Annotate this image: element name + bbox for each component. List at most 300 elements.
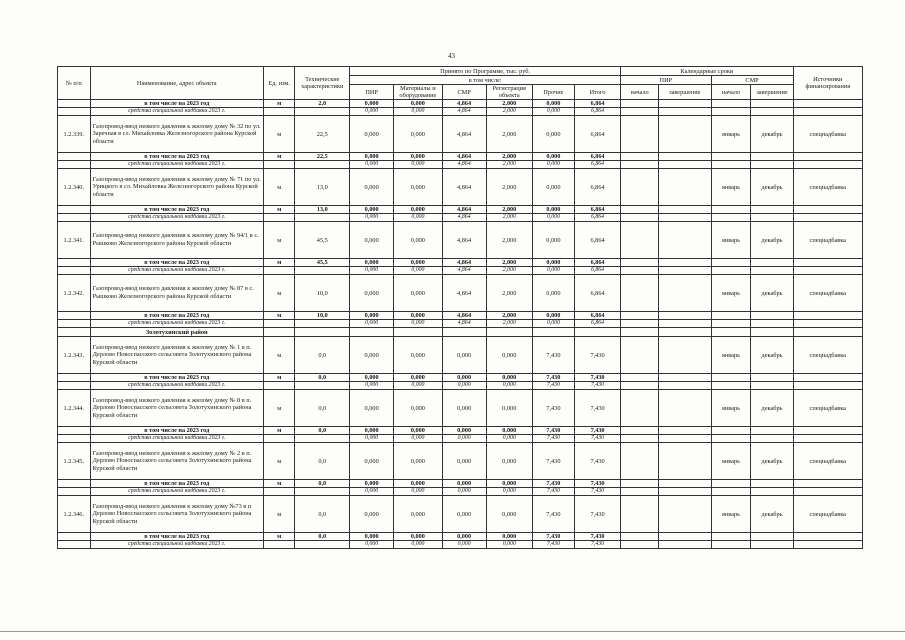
special-tech-cell [295, 435, 350, 443]
object-unit: м [263, 222, 295, 259]
object-pir-start [621, 496, 659, 533]
object-mat: 0,000 [394, 390, 442, 427]
special-empty-cell [751, 320, 793, 328]
special-label: средства специальной надбавки 2023 г. [90, 320, 263, 328]
subtotal-row [58, 480, 863, 488]
object-mat: 0,000 [394, 443, 442, 480]
subtotal-empty-cell [621, 480, 659, 488]
subtotal-empty-cell [793, 312, 862, 320]
object-total: 6,864 [574, 169, 620, 206]
subtotal-label: в том числе на 2023 год [90, 100, 263, 108]
special-funds-row [58, 108, 863, 116]
special-empty-cell [621, 214, 659, 222]
special-empty-cell [659, 161, 712, 169]
special-mat: 0,000 [394, 161, 442, 169]
object-reg: 2,000 [486, 116, 532, 153]
object-pir-start [621, 337, 659, 374]
object-pir-end [659, 275, 712, 312]
special-mat: 0,000 [394, 382, 442, 390]
object-tech: 45,5 [295, 222, 350, 259]
special-empty-cell [751, 488, 793, 496]
subtotal-label: в том числе на 2023 год [90, 259, 263, 267]
special-empty-cell [751, 108, 793, 116]
object-pir-end [659, 169, 712, 206]
subtotal-reg: 2,000 [486, 153, 532, 161]
object-source: спецнадбавка [793, 337, 862, 374]
special-empty-cell [621, 435, 659, 443]
subtotal-empty-cell [711, 480, 751, 488]
object-smr-start: январь [711, 169, 751, 206]
object-name: Газопровод-ввод низкого давления к жилому дому № 71 по ул. Урицкого в сл. Михайловка Железногорского района Курской области [90, 169, 263, 206]
object-other: 0,000 [532, 116, 574, 153]
object-smr-start: январь [711, 337, 751, 374]
subtotal-empty-cell [751, 153, 793, 161]
special-tech-cell [295, 541, 350, 549]
subtotal-row [58, 427, 863, 435]
subtotal-empty-cell [621, 312, 659, 320]
object-row [58, 496, 863, 533]
object-smr-end: декабрь [751, 116, 793, 153]
object-pir-start [621, 390, 659, 427]
special-total: 7,430 [574, 435, 620, 443]
subtotal-other: 0,000 [532, 100, 574, 108]
special-mat: 0,000 [394, 214, 442, 222]
object-pir: 0,000 [350, 443, 394, 480]
object-smr-start: январь [711, 443, 751, 480]
header-name: Наименование, адрес объекта [90, 67, 263, 100]
object-name: Газопровод-ввод низкого давления к жилому дому № 94/1 в с. Рышково Железногорского района Курской области [90, 222, 263, 259]
subtotal-mat: 0,000 [394, 427, 442, 435]
object-num: 1.2.343. [58, 337, 91, 374]
region-num-cell [58, 328, 91, 337]
subtotal-unit: м [263, 374, 295, 382]
subtotal-row [58, 533, 863, 541]
object-pir-start [621, 222, 659, 259]
special-empty-cell [793, 161, 862, 169]
special-empty-cell [751, 541, 793, 549]
special-total: 6,864 [574, 320, 620, 328]
header-smr-end: завершение [751, 85, 793, 100]
object-pir: 0,000 [350, 222, 394, 259]
special-unit-cell [263, 267, 295, 275]
table-header [58, 67, 863, 100]
special-unit-cell [263, 382, 295, 390]
object-smr-end: декабрь [751, 443, 793, 480]
special-total: 7,430 [574, 488, 620, 496]
subtotal-tech: 13,0 [295, 206, 350, 214]
subtotal-total: 6,864 [574, 153, 620, 161]
special-num-cell [58, 435, 91, 443]
object-total: 7,430 [574, 337, 620, 374]
subtotal-tech: 45,5 [295, 259, 350, 267]
subtotal-reg: 2,000 [486, 259, 532, 267]
object-name: Газопровод-ввод низкого давления к жилому дому № 87 в с. Рышково Железногорского района Курской области [90, 275, 263, 312]
object-source: спецнадбавка [793, 496, 862, 533]
object-pir-end [659, 443, 712, 480]
subtotal-empty-cell [659, 480, 712, 488]
subtotal-tech: 10,0 [295, 312, 350, 320]
special-total: 6,864 [574, 108, 620, 116]
special-funds-row [58, 435, 863, 443]
subtotal-mat: 0,000 [394, 374, 442, 382]
subtotal-empty-cell [793, 480, 862, 488]
object-unit: м [263, 275, 295, 312]
object-mat: 0,000 [394, 116, 442, 153]
special-empty-cell [793, 214, 862, 222]
special-pir: 0,000 [350, 161, 394, 169]
header-incl: в том числе: [350, 76, 621, 85]
special-label: средства специальной надбавки 2023 г. [90, 541, 263, 549]
subtotal-empty-cell [711, 374, 751, 382]
special-reg: 2,000 [486, 108, 532, 116]
special-num-cell [58, 267, 91, 275]
subtotal-mat: 0,000 [394, 480, 442, 488]
subtotal-empty-cell [751, 374, 793, 382]
subtotal-empty-cell [751, 427, 793, 435]
subtotal-empty-cell [793, 427, 862, 435]
subtotal-smr: 4,864 [442, 100, 486, 108]
object-reg: 2,000 [486, 275, 532, 312]
subtotal-mat: 0,000 [394, 100, 442, 108]
subtotal-row [58, 374, 863, 382]
region-empty-cell [394, 328, 442, 337]
object-num: 1.2.345. [58, 443, 91, 480]
object-smr-end: декабрь [751, 275, 793, 312]
special-label: средства специальной надбавки 2023 г. [90, 382, 263, 390]
subtotal-smr: 4,864 [442, 312, 486, 320]
special-empty-cell [793, 435, 862, 443]
header-smr: СМР [442, 85, 486, 100]
special-empty-cell [659, 382, 712, 390]
subtotal-label: в том числе на 2023 год [90, 312, 263, 320]
subtotal-unit: м [263, 480, 295, 488]
special-reg: 0,000 [486, 488, 532, 496]
region-empty-cell [350, 328, 394, 337]
subtotal-empty-cell [711, 312, 751, 320]
subtotal-other: 7,430 [532, 427, 574, 435]
object-smr: 0,000 [442, 390, 486, 427]
subtotal-num-cell [58, 100, 91, 108]
object-unit: м [263, 390, 295, 427]
special-unit-cell [263, 435, 295, 443]
object-name: Газопровод-ввод низкого давления к жилому дому № 8 в п. Дерлово Новоспасского сельсовета Золотухинского района Курской области [90, 390, 263, 427]
region-empty-cell [532, 328, 574, 337]
region-empty-cell [793, 328, 862, 337]
subtotal-total: 7,430 [574, 374, 620, 382]
special-empty-cell [621, 488, 659, 496]
header-other: Прочие [532, 85, 574, 100]
subtotal-total: 6,864 [574, 259, 620, 267]
subtotal-other: 7,430 [532, 480, 574, 488]
special-smr: 0,000 [442, 382, 486, 390]
subtotal-num-cell [58, 153, 91, 161]
object-name: Газопровод-ввод низкого давления к жилому дому № 2 в п. Дерлово Новоспасского сельсовета Золотухинского района Курской области [90, 443, 263, 480]
special-label: средства специальной надбавки 2023 г. [90, 161, 263, 169]
subtotal-pir: 0,000 [350, 374, 394, 382]
subtotal-row [58, 153, 863, 161]
object-num: 1.2.342. [58, 275, 91, 312]
object-num: 1.2.340. [58, 169, 91, 206]
object-source: спецнадбавка [793, 443, 862, 480]
subtotal-reg: 2,000 [486, 312, 532, 320]
object-smr: 4,864 [442, 169, 486, 206]
header-num: № п/п [58, 67, 91, 100]
object-pir: 0,000 [350, 496, 394, 533]
special-label: средства специальной надбавки 2023 г. [90, 488, 263, 496]
header-accepted: Принято по Программе, тыс. руб. [350, 67, 621, 76]
subtotal-empty-cell [711, 206, 751, 214]
object-name: Газопровод-ввод низкого давления к жилому дому №73 в п Дерлово Новоспасского сельсовета Золотухинского района Курской области [90, 496, 263, 533]
program-table-container [57, 66, 863, 549]
special-other: 0,000 [532, 108, 574, 116]
object-num: 1.2.341. [58, 222, 91, 259]
object-pir: 0,000 [350, 337, 394, 374]
special-mat: 0,000 [394, 541, 442, 549]
special-other: 0,000 [532, 320, 574, 328]
object-unit: м [263, 496, 295, 533]
object-other: 0,000 [532, 275, 574, 312]
special-empty-cell [659, 267, 712, 275]
header-calendar: Календарные сроки [621, 67, 793, 76]
special-empty-cell [659, 320, 712, 328]
special-tech-cell [295, 320, 350, 328]
special-pir: 0,000 [350, 541, 394, 549]
subtotal-pir: 0,000 [350, 312, 394, 320]
subtotal-empty-cell [659, 427, 712, 435]
object-smr-end: декабрь [751, 496, 793, 533]
subtotal-other: 7,430 [532, 533, 574, 541]
region-title: Золотухинский район [90, 328, 263, 337]
special-reg: 0,000 [486, 435, 532, 443]
subtotal-empty-cell [793, 259, 862, 267]
special-label: средства специальной надбавки 2023 г. [90, 108, 263, 116]
subtotal-empty-cell [751, 259, 793, 267]
object-pir: 0,000 [350, 169, 394, 206]
subtotal-row [58, 312, 863, 320]
program-table [57, 66, 863, 549]
special-smr: 4,864 [442, 267, 486, 275]
subtotal-reg: 0,000 [486, 480, 532, 488]
region-empty-cell [751, 328, 793, 337]
region-empty-cell [295, 328, 350, 337]
object-smr-start: январь [711, 116, 751, 153]
object-other: 7,430 [532, 390, 574, 427]
subtotal-other: 0,000 [532, 312, 574, 320]
special-num-cell [58, 161, 91, 169]
object-smr-end: декабрь [751, 222, 793, 259]
subtotal-empty-cell [793, 100, 862, 108]
special-empty-cell [621, 320, 659, 328]
page-number: 43 [448, 52, 455, 60]
subtotal-empty-cell [751, 480, 793, 488]
object-num: 1.2.344. [58, 390, 91, 427]
subtotal-pir: 0,000 [350, 533, 394, 541]
special-other: 7,430 [532, 382, 574, 390]
object-pir: 0,000 [350, 116, 394, 153]
subtotal-empty-cell [621, 427, 659, 435]
special-empty-cell [751, 382, 793, 390]
object-row [58, 222, 863, 259]
special-funds-row [58, 161, 863, 169]
subtotal-reg: 0,000 [486, 427, 532, 435]
subtotal-reg: 0,000 [486, 374, 532, 382]
special-unit-cell [263, 488, 295, 496]
object-row [58, 390, 863, 427]
special-unit-cell [263, 161, 295, 169]
special-other: 0,000 [532, 214, 574, 222]
subtotal-row [58, 100, 863, 108]
subtotal-other: 7,430 [532, 374, 574, 382]
object-mat: 0,000 [394, 222, 442, 259]
subtotal-empty-cell [621, 206, 659, 214]
subtotal-unit: м [263, 427, 295, 435]
subtotal-empty-cell [751, 206, 793, 214]
special-reg: 2,000 [486, 161, 532, 169]
object-smr-start: январь [711, 496, 751, 533]
subtotal-empty-cell [659, 374, 712, 382]
subtotal-empty-cell [711, 153, 751, 161]
subtotal-mat: 0,000 [394, 206, 442, 214]
special-empty-cell [711, 488, 751, 496]
object-pir-end [659, 337, 712, 374]
special-tech-cell [295, 382, 350, 390]
subtotal-unit: м [263, 259, 295, 267]
special-empty-cell [711, 161, 751, 169]
header-pir-end: завершение [659, 85, 712, 100]
subtotal-smr: 0,000 [442, 427, 486, 435]
object-smr: 0,000 [442, 496, 486, 533]
object-tech: 22,5 [295, 116, 350, 153]
subtotal-row [58, 206, 863, 214]
special-reg: 2,000 [486, 214, 532, 222]
special-total: 7,430 [574, 382, 620, 390]
subtotal-num-cell [58, 312, 91, 320]
object-total: 7,430 [574, 443, 620, 480]
special-total: 6,864 [574, 214, 620, 222]
subtotal-smr: 0,000 [442, 480, 486, 488]
subtotal-num-cell [58, 533, 91, 541]
subtotal-label: в том числе на 2023 год [90, 374, 263, 382]
special-smr: 4,864 [442, 161, 486, 169]
subtotal-empty-cell [659, 100, 712, 108]
special-unit-cell [263, 214, 295, 222]
special-other: 7,430 [532, 541, 574, 549]
object-row [58, 116, 863, 153]
special-empty-cell [659, 488, 712, 496]
object-reg: 0,000 [486, 390, 532, 427]
special-num-cell [58, 320, 91, 328]
special-empty-cell [621, 161, 659, 169]
subtotal-unit: м [263, 206, 295, 214]
special-smr: 4,864 [442, 320, 486, 328]
object-smr: 0,000 [442, 443, 486, 480]
special-pir: 0,000 [350, 488, 394, 496]
object-source: спецнадбавка [793, 169, 862, 206]
object-mat: 0,000 [394, 169, 442, 206]
special-empty-cell [621, 267, 659, 275]
subtotal-reg: 2,000 [486, 206, 532, 214]
subtotal-num-cell [58, 374, 91, 382]
subtotal-num-cell [58, 206, 91, 214]
special-empty-cell [751, 435, 793, 443]
subtotal-smr: 4,864 [442, 206, 486, 214]
object-tech: 0,0 [295, 390, 350, 427]
subtotal-pir: 0,000 [350, 427, 394, 435]
subtotal-unit: м [263, 312, 295, 320]
object-total: 6,864 [574, 275, 620, 312]
special-empty-cell [793, 320, 862, 328]
subtotal-label: в том числе на 2023 год [90, 153, 263, 161]
special-empty-cell [793, 382, 862, 390]
subtotal-total: 6,864 [574, 312, 620, 320]
special-reg: 2,000 [486, 267, 532, 275]
subtotal-label: в том числе на 2023 год [90, 427, 263, 435]
object-name: Газопровод-ввод низкого давления к жилому дому № 1 в п. Дерлово Новоспасского сельсовета Золотухинского района Курской области [90, 337, 263, 374]
subtotal-smr: 4,864 [442, 153, 486, 161]
subtotal-tech: 0,0 [295, 374, 350, 382]
object-pir-end [659, 116, 712, 153]
object-smr-start: январь [711, 275, 751, 312]
subtotal-empty-cell [711, 533, 751, 541]
object-reg: 2,000 [486, 169, 532, 206]
subtotal-empty-cell [751, 533, 793, 541]
object-tech: 0,0 [295, 337, 350, 374]
object-pir-end [659, 496, 712, 533]
special-empty-cell [751, 161, 793, 169]
subtotal-empty-cell [751, 312, 793, 320]
header-pir: ПИР [350, 85, 394, 100]
special-empty-cell [659, 435, 712, 443]
object-num: 1.2.339. [58, 116, 91, 153]
special-mat: 0,000 [394, 267, 442, 275]
special-empty-cell [711, 267, 751, 275]
special-funds-row [58, 214, 863, 222]
object-unit: м [263, 337, 295, 374]
object-reg: 0,000 [486, 443, 532, 480]
region-empty-cell [486, 328, 532, 337]
object-source: спецнадбавка [793, 116, 862, 153]
special-empty-cell [659, 108, 712, 116]
object-total: 7,430 [574, 390, 620, 427]
object-unit: м [263, 116, 295, 153]
subtotal-num-cell [58, 480, 91, 488]
object-source: спецнадбавка [793, 275, 862, 312]
header-total: Итого [574, 85, 620, 100]
special-empty-cell [793, 108, 862, 116]
subtotal-tech: 0,0 [295, 480, 350, 488]
special-num-cell [58, 382, 91, 390]
subtotal-reg: 0,000 [486, 533, 532, 541]
object-smr-end: декабрь [751, 169, 793, 206]
special-pir: 0,000 [350, 382, 394, 390]
subtotal-empty-cell [793, 153, 862, 161]
region-empty-cell [442, 328, 486, 337]
special-empty-cell [711, 541, 751, 549]
special-empty-cell [751, 267, 793, 275]
object-smr-end: декабрь [751, 337, 793, 374]
object-smr-end: декабрь [751, 390, 793, 427]
header-materials: Материалы и оборудование [394, 85, 442, 100]
special-empty-cell [659, 214, 712, 222]
object-row [58, 443, 863, 480]
object-smr: 4,864 [442, 275, 486, 312]
special-total: 7,430 [574, 541, 620, 549]
special-smr: 0,000 [442, 435, 486, 443]
object-total: 6,864 [574, 222, 620, 259]
subtotal-pir: 0,000 [350, 259, 394, 267]
object-name: Газопровод-ввод низкого давления к жилому дому № 32 по ул. Заречная в сл. Михайловка Железногорского района Курской области [90, 116, 263, 153]
subtotal-label: в том числе на 2023 год [90, 206, 263, 214]
